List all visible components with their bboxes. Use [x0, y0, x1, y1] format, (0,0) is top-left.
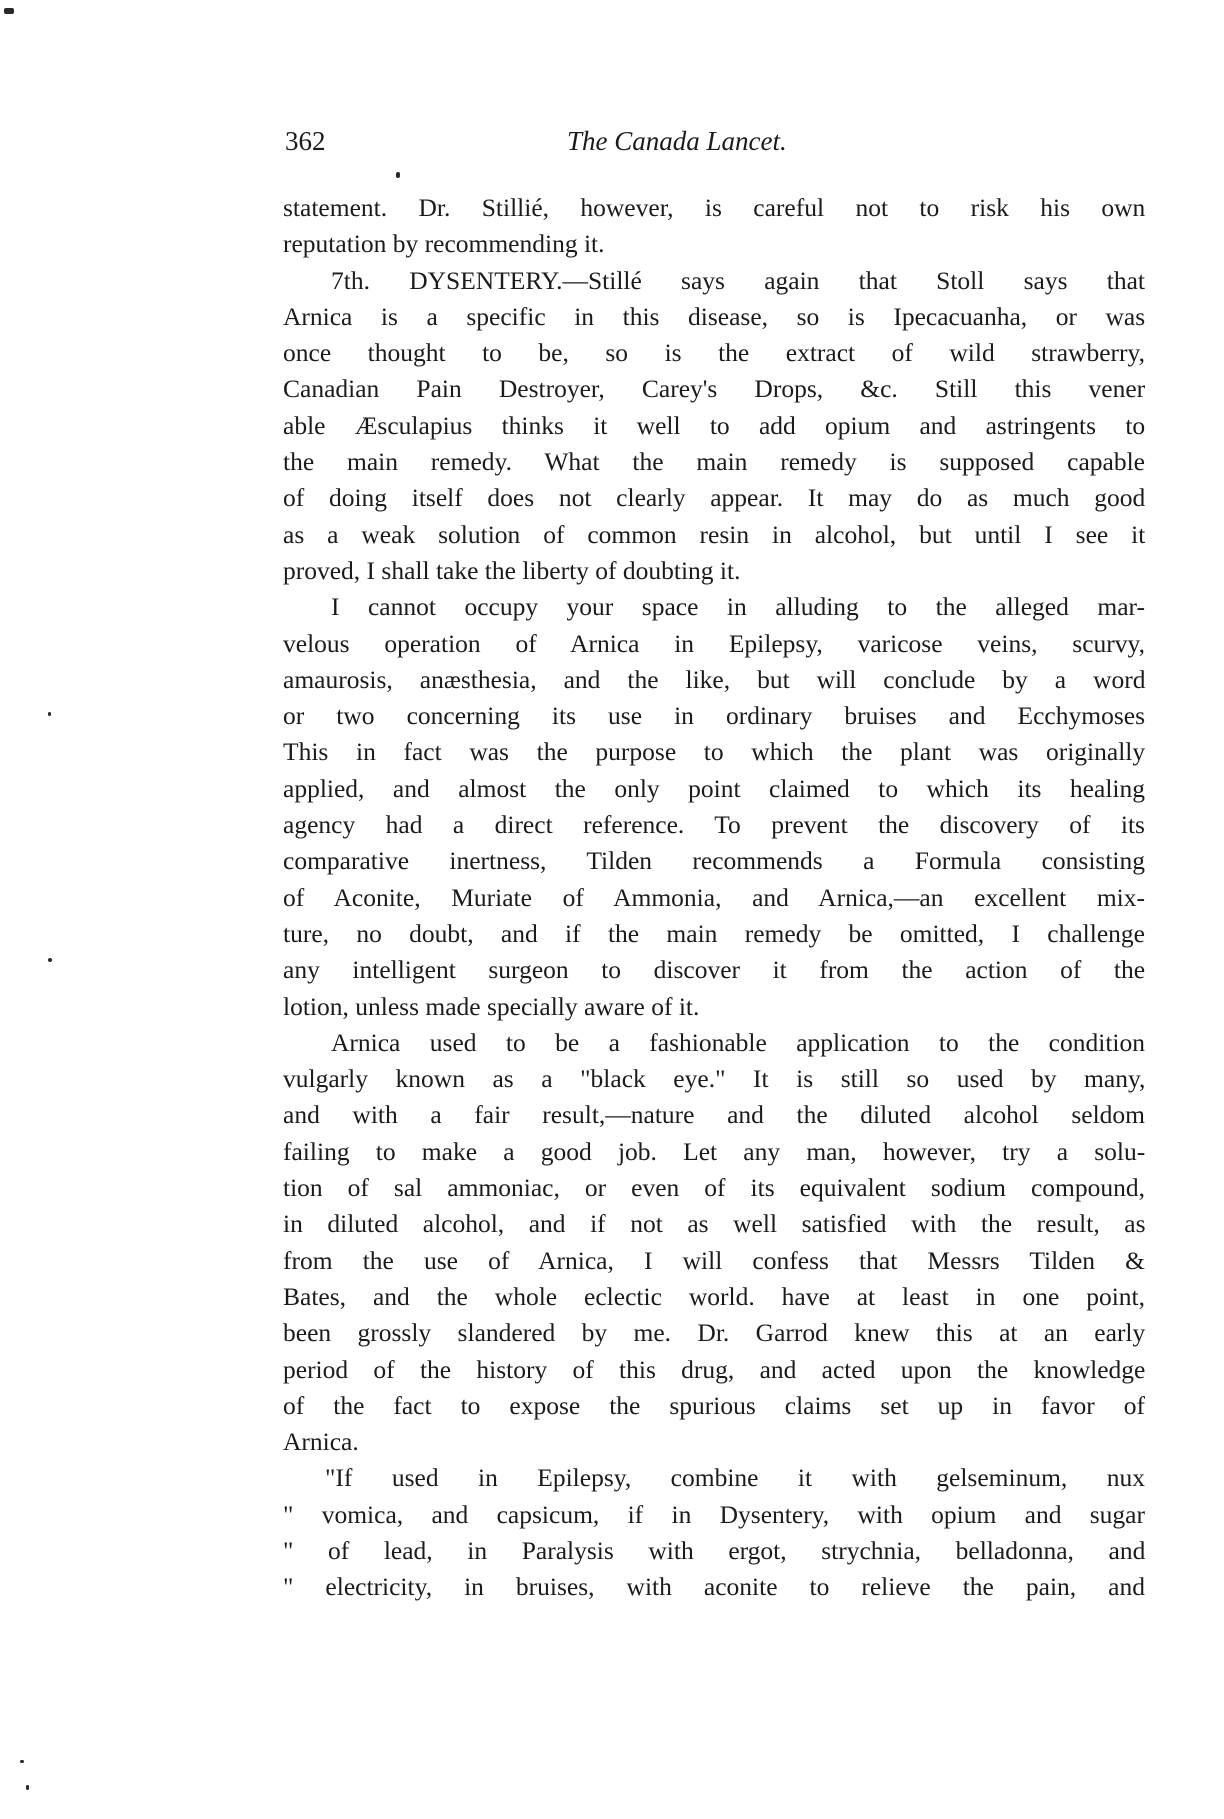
- text-line: of the fact to expose the spurious claims set up in favor of: [283, 1390, 1145, 1420]
- running-title: The Canada Lancet.: [567, 126, 787, 156]
- page-number: 362: [285, 126, 326, 156]
- text-line: velous operation of Arnica in Epilepsy, varicose veins, scurvy,: [283, 628, 1145, 658]
- text-line: I cannot occupy your space in alluding to the alleged mar-: [331, 592, 1145, 622]
- quoted-paragraph: [283, 1460, 1145, 1605]
- text-line: period of the history of this drug, and acted upon the knowledge: [283, 1354, 1146, 1384]
- text-line: and with a fair result,—nature and the diluted alcohol seldom: [283, 1100, 1145, 1130]
- page-header: [285, 126, 1145, 166]
- text-line: ture, no doubt, and if the main remedy be omitted, I challenge: [283, 918, 1145, 948]
- text-line: proved, I shall take the liberty of doubting it.: [283, 555, 741, 585]
- text-line: " vomica, and capsicum, if in Dysentery, with opium and sugar: [283, 1499, 1145, 1529]
- paragraph: [283, 190, 1145, 263]
- text-line: lotion, unless made specially aware of it.: [283, 991, 700, 1021]
- text-line: failing to make a good job. Let any man, however, try a solu-: [283, 1136, 1146, 1166]
- text-line: 7th. DYSENTERY.—Stillé says again that Stoll says that: [331, 265, 1145, 295]
- scan-speck: [26, 1785, 29, 1790]
- text-line: of doing itself does not clearly appear. It may do as much good: [283, 483, 1146, 513]
- scan-speck: [4, 8, 14, 14]
- text-line: been grossly slandered by me. Dr. Garrod knew this at an early: [283, 1318, 1146, 1348]
- text-line: vulgarly known as a "black eye." It is still so used by many,: [283, 1064, 1146, 1094]
- text-line: from the use of Arnica, I will confess that Messrs Tilden &: [283, 1245, 1145, 1275]
- text-line: able Æsculapius thinks it well to add opium and astringents to: [283, 410, 1146, 440]
- text-line: Arnica is a specific in this disease, so is Ipecacuanha, or was: [283, 301, 1146, 331]
- text-line: This in fact was the purpose to which the plant was originally: [283, 737, 1146, 767]
- paragraph: [283, 1025, 1145, 1461]
- text-line: amaurosis, anæsthesia, and the like, but will conclude by a word: [283, 664, 1146, 694]
- text-line: comparative inertness, Tilden recommends a Formula consisting: [283, 846, 1145, 876]
- paragraph: [283, 263, 1145, 590]
- article-body: [283, 190, 1145, 1606]
- text-line: Bates, and the whole eclectic world. have at least in one point,: [283, 1281, 1145, 1311]
- scan-speck: [20, 1760, 24, 1763]
- text-line: tion of sal ammoniac, or even of its equivalent sodium compound,: [283, 1173, 1145, 1203]
- text-line: agency had a direct reference. To prevent the discovery of its: [283, 810, 1145, 840]
- text-line: in diluted alcohol, and if not as well satisfied with the result, as: [283, 1209, 1146, 1239]
- text-line: as a weak solution of common resin in alcohol, but until I see it: [283, 519, 1146, 549]
- scan-speck: [48, 958, 52, 962]
- text-line: applied, and almost the only point claimed to which its healing: [283, 773, 1145, 803]
- text-line: Canadian Pain Destroyer, Carey's Drops, &c. Still this vener: [283, 374, 1146, 404]
- text-line: statement. Dr. Stillié, however, is careful not to risk his own: [283, 193, 1146, 222]
- paragraph: [283, 589, 1145, 1025]
- scan-speck: [396, 172, 400, 178]
- text-line: Arnica used to be a fashionable application to the condition: [331, 1027, 1145, 1057]
- text-line: any intelligent surgeon to discover it from the action of the: [283, 955, 1146, 985]
- text-line: or two concerning its use in ordinary bruises and Ecchymoses: [283, 701, 1146, 731]
- text-line: "If used in Epilepsy, combine it with gelseminum, nux: [325, 1463, 1145, 1493]
- scan-speck: [48, 712, 51, 716]
- text-line: " of lead, in Paralysis with ergot, strychnia, belladonna, and: [283, 1535, 1146, 1565]
- text-line: of Aconite, Muriate of Ammonia, and Arnica,—an excellent mix-: [283, 882, 1145, 912]
- text-line: reputation by recommending it.: [283, 229, 605, 259]
- text-line: " electricity, in bruises, with aconite to relieve the pain, and: [283, 1572, 1145, 1602]
- text-line: once thought to be, so is the extract of wild strawberry,: [283, 338, 1145, 368]
- text-line: the main remedy. What the main remedy is supposed capable: [283, 447, 1145, 477]
- text-line: Arnica.: [283, 1427, 359, 1457]
